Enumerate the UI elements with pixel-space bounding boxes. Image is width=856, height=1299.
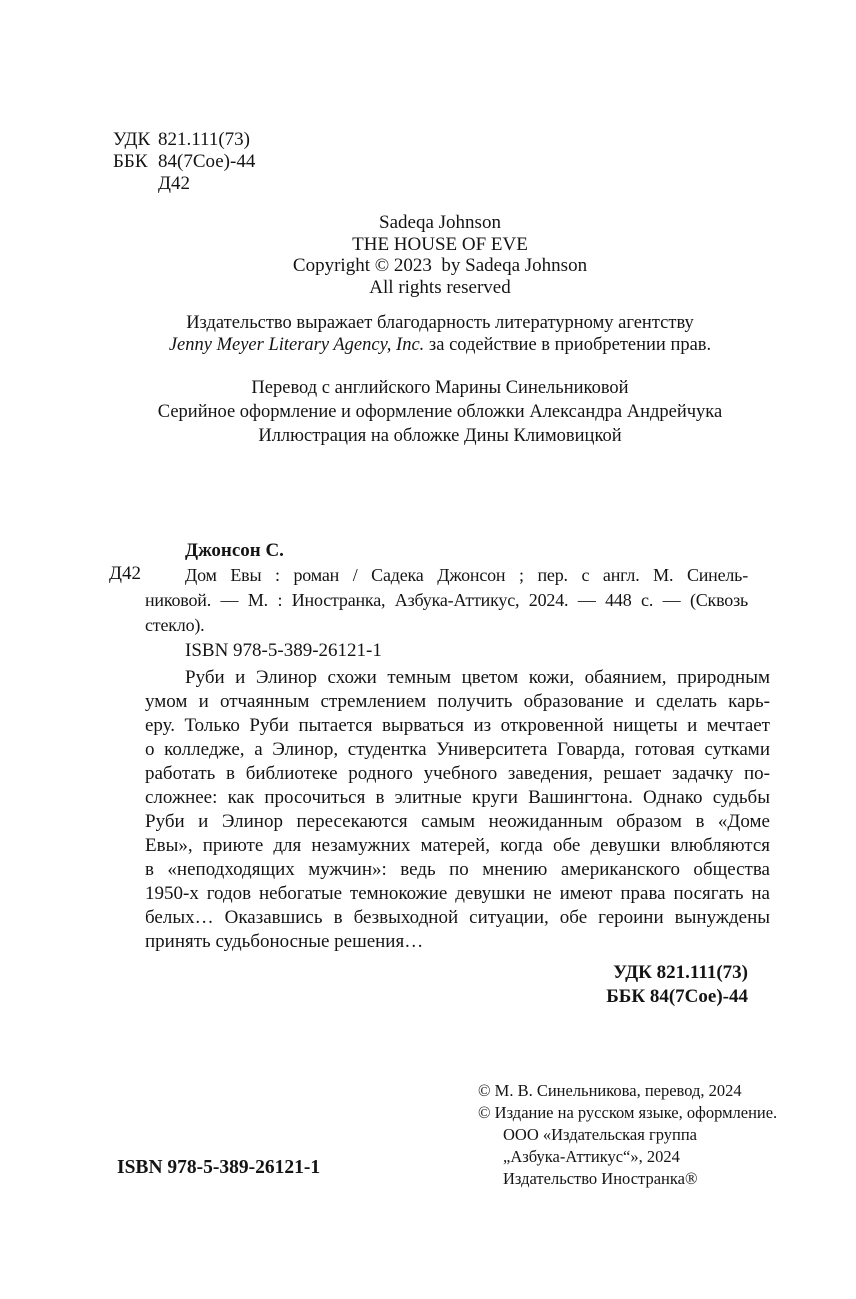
bbk-footer: ББК 84(7Сое)-44 bbox=[606, 986, 748, 1007]
copyright-line: ООО «Издательская группа bbox=[503, 1125, 698, 1144]
annotation-line: 1950-х годов небогатые темнокожие девушки не имеют права посягать на bbox=[145, 883, 770, 904]
annotation-line: Руби и Элинор пересекаются самым неожиданным образом в «Доме bbox=[145, 811, 770, 832]
illustration-credit: Иллюстрация на обложке Дины Климовицкой bbox=[258, 426, 622, 446]
annotation-paragraph bbox=[145, 666, 770, 954]
annotation-line: в «неподходящих мужчин»: ведь по мнению американского общества bbox=[145, 859, 770, 880]
copyright-block bbox=[478, 1080, 777, 1190]
annotation-line: белых… Оказавшись в безвыходной ситуации, обе героини вынуждены bbox=[145, 907, 770, 928]
catalog-isbn: ISBN 978-5-389-26121-1 bbox=[185, 640, 382, 661]
original-author: Sadeqa Johnson bbox=[379, 212, 501, 233]
original-title: THE HOUSE OF EVE bbox=[352, 233, 528, 255]
udk-label: УДК bbox=[113, 129, 151, 150]
bibliographic-codes-footer bbox=[145, 961, 748, 1009]
agency-acknowledgement bbox=[110, 312, 770, 356]
annotation-line: работать в библиотеке родного учебного заведения, решает задачку по- bbox=[145, 763, 770, 784]
translator-credit: Перевод с английского Марины Синельниковой bbox=[251, 378, 629, 398]
copyright-line: „Азбука-Аттикус“», 2024 bbox=[503, 1147, 680, 1166]
bbk-label: ББК bbox=[113, 151, 148, 172]
udk-footer: УДК 821.111(73) bbox=[613, 962, 748, 983]
author-sign: Д42 bbox=[158, 173, 190, 194]
catalog-card bbox=[145, 538, 748, 663]
copyright-line: © М. В. Синельникова, перевод, 2024 bbox=[478, 1081, 742, 1100]
original-copyright-line: Copyright © 2023 by Sadeqa Johnson bbox=[292, 255, 588, 276]
agency-name: Jenny Meyer Literary Agency, Inc. bbox=[168, 335, 425, 355]
catalog-entry-line: Дом Евы : роман / Садека Джонсон ; пер. с англ. М. Синель- bbox=[185, 565, 748, 585]
agency-note-line2 bbox=[110, 334, 770, 356]
udk-value: 821.111(73) bbox=[158, 129, 250, 150]
bbk-code-row bbox=[113, 151, 255, 173]
bbk-value: 84(7Сое)-44 bbox=[158, 151, 256, 172]
bibliographic-codes-top bbox=[113, 129, 255, 195]
catalog-entry-line: никовой. — М. : Иностранка, Азбука-Аттикус, 2024. — 448 с. — (Сквозь bbox=[145, 590, 748, 610]
rights-reserved-line: All rights reserved bbox=[369, 276, 511, 298]
credits-block bbox=[110, 376, 770, 448]
catalog-author-heading: Джонсон С. bbox=[185, 540, 284, 561]
annotation-line: принять судьбоносные решения… bbox=[145, 931, 424, 952]
original-edition-block bbox=[110, 212, 770, 298]
annotation-line: еру. Только Руби пытается вырваться из откровенной нищеты и мечтает bbox=[145, 715, 770, 736]
copyright-line: Издательство Иностранка® bbox=[503, 1169, 698, 1188]
agency-note-line1: Издательство выражает благодарность литературному агентству bbox=[186, 313, 694, 333]
udk-code-row bbox=[113, 129, 255, 151]
isbn-footer: ISBN 978-5-389-26121-1 bbox=[117, 1157, 321, 1178]
annotation-line: Евы», приюте для незамужних матерей, когда обе девушки влюбляются bbox=[145, 835, 770, 856]
copyright-line: © Издание на русском языке, оформление. bbox=[478, 1103, 778, 1122]
catalog-author-sign: Д42 bbox=[109, 563, 141, 584]
design-credit: Серийное оформление и оформление обложки Александра Андрейчука bbox=[157, 402, 723, 422]
annotation-line: сложнее: как просочиться в элитные круги Вашингтона. Однако судьбы bbox=[145, 787, 770, 808]
annotation-line: о колледже, а Элинор, студентка Университета Говарда, готовая сутками bbox=[145, 739, 770, 760]
agency-note-line2-rest: за содействие в приобретении прав. bbox=[428, 335, 712, 355]
annotation-line: умом и отчаянным стремлением получить образование и сделать карь- bbox=[145, 691, 770, 712]
catalog-entry-line: стекло). bbox=[145, 615, 205, 635]
annotation-line: Руби и Элинор схожи темным цветом кожи, обаянием, природным bbox=[185, 667, 770, 688]
author-sign-row bbox=[113, 173, 255, 195]
